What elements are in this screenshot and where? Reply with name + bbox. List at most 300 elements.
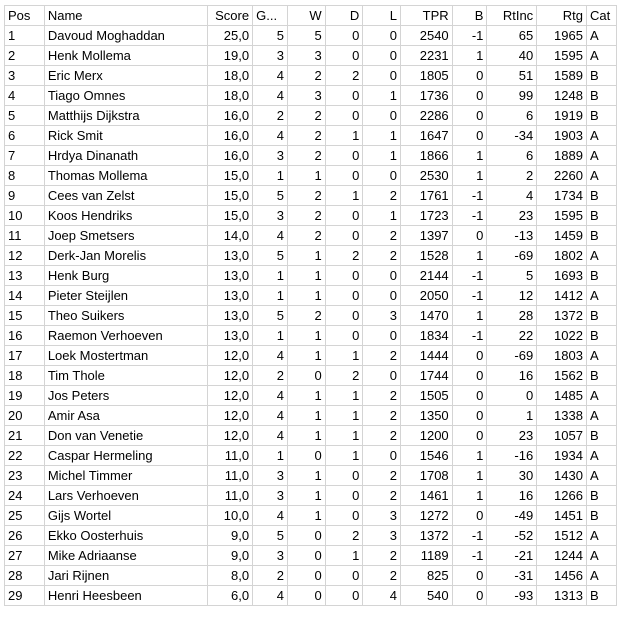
cell-cat: A xyxy=(586,46,616,66)
cell-name: Davoud Moghaddan xyxy=(44,26,207,46)
cell-pos: 23 xyxy=(5,466,45,486)
cell-tpr: 1744 xyxy=(400,366,452,386)
cell-cat: A xyxy=(586,26,616,46)
column-header-score[interactable]: Score xyxy=(208,6,253,26)
cell-rtinc: 23 xyxy=(487,206,537,226)
cell-pos: 10 xyxy=(5,206,45,226)
cell-score: 10,0 xyxy=(208,506,253,526)
column-header-wins[interactable]: W xyxy=(287,6,325,26)
cell-wins: 1 xyxy=(287,346,325,366)
cell-draws: 2 xyxy=(325,246,363,266)
cell-name: Henk Mollema xyxy=(44,46,207,66)
cell-wins: 2 xyxy=(287,306,325,326)
cell-rtg: 1919 xyxy=(537,106,587,126)
cell-rtg: 1595 xyxy=(537,46,587,66)
cell-b: 0 xyxy=(452,386,487,406)
cell-games: 3 xyxy=(253,146,288,166)
cell-tpr: 1708 xyxy=(400,466,452,486)
column-header-b[interactable]: B xyxy=(452,6,487,26)
cell-draws: 1 xyxy=(325,186,363,206)
cell-cat: A xyxy=(586,246,616,266)
cell-cat: A xyxy=(586,286,616,306)
cell-games: 4 xyxy=(253,86,288,106)
cell-score: 12,0 xyxy=(208,366,253,386)
table-row[interactable] xyxy=(5,246,617,266)
cell-rtinc: 28 xyxy=(487,306,537,326)
cell-pos: 7 xyxy=(5,146,45,166)
table-row[interactable] xyxy=(5,66,617,86)
cell-losses: 1 xyxy=(363,146,401,166)
table-row[interactable] xyxy=(5,506,617,526)
cell-rtinc: 23 xyxy=(487,426,537,446)
cell-b: 0 xyxy=(452,226,487,246)
cell-losses: 0 xyxy=(363,166,401,186)
table-row[interactable] xyxy=(5,206,617,226)
cell-tpr: 1200 xyxy=(400,426,452,446)
cell-b: 1 xyxy=(452,446,487,466)
cell-games: 2 xyxy=(253,106,288,126)
cell-losses: 2 xyxy=(363,426,401,446)
cell-rtinc: -49 xyxy=(487,506,537,526)
cell-games: 3 xyxy=(253,466,288,486)
cell-rtg: 1459 xyxy=(537,226,587,246)
cell-cat: B xyxy=(586,186,616,206)
cell-draws: 1 xyxy=(325,546,363,566)
cell-wins: 3 xyxy=(287,86,325,106)
cell-wins: 2 xyxy=(287,106,325,126)
cell-tpr: 2231 xyxy=(400,46,452,66)
cell-b: 1 xyxy=(452,166,487,186)
cell-rtg: 1889 xyxy=(537,146,587,166)
cell-wins: 1 xyxy=(287,266,325,286)
cell-rtg: 1266 xyxy=(537,486,587,506)
cell-name: Thomas Mollema xyxy=(44,166,207,186)
cell-name: Cees van Zelst xyxy=(44,186,207,206)
cell-games: 2 xyxy=(253,366,288,386)
table-row[interactable] xyxy=(5,486,617,506)
cell-games: 2 xyxy=(253,566,288,586)
table-row[interactable] xyxy=(5,146,617,166)
cell-wins: 0 xyxy=(287,366,325,386)
cell-draws: 0 xyxy=(325,466,363,486)
table-row[interactable] xyxy=(5,226,617,246)
cell-rtg: 1485 xyxy=(537,386,587,406)
cell-losses: 0 xyxy=(363,326,401,346)
cell-rtg: 1244 xyxy=(537,546,587,566)
cell-name: Rick Smit xyxy=(44,126,207,146)
table-row[interactable] xyxy=(5,526,617,546)
column-header-name[interactable]: Name xyxy=(44,6,207,26)
cell-cat: A xyxy=(586,166,616,186)
table-row[interactable] xyxy=(5,326,617,346)
cell-losses: 2 xyxy=(363,546,401,566)
cell-games: 3 xyxy=(253,546,288,566)
cell-draws: 2 xyxy=(325,66,363,86)
table-row[interactable] xyxy=(5,286,617,306)
cell-score: 11,0 xyxy=(208,446,253,466)
cell-pos: 4 xyxy=(5,86,45,106)
cell-losses: 0 xyxy=(363,106,401,126)
cell-b: 0 xyxy=(452,406,487,426)
column-header-cat[interactable]: Cat xyxy=(586,6,616,26)
cell-draws: 0 xyxy=(325,306,363,326)
cell-wins: 1 xyxy=(287,166,325,186)
cell-wins: 2 xyxy=(287,186,325,206)
cell-rtinc: 51 xyxy=(487,66,537,86)
cell-cat: B xyxy=(586,506,616,526)
cell-cat: A xyxy=(586,346,616,366)
cell-wins: 1 xyxy=(287,326,325,346)
table-row[interactable] xyxy=(5,306,617,326)
cell-losses: 0 xyxy=(363,66,401,86)
cell-rtinc: -93 xyxy=(487,586,537,606)
cell-draws: 0 xyxy=(325,586,363,606)
cell-games: 1 xyxy=(253,286,288,306)
cell-losses: 2 xyxy=(363,346,401,366)
cell-rtg: 1589 xyxy=(537,66,587,86)
cell-pos: 5 xyxy=(5,106,45,126)
cell-pos: 14 xyxy=(5,286,45,306)
cell-tpr: 2286 xyxy=(400,106,452,126)
cell-score: 9,0 xyxy=(208,526,253,546)
cell-pos: 22 xyxy=(5,446,45,466)
cell-b: 1 xyxy=(452,146,487,166)
cell-rtg: 1248 xyxy=(537,86,587,106)
cell-score: 12,0 xyxy=(208,346,253,366)
cell-rtinc: -16 xyxy=(487,446,537,466)
cell-rtg: 1693 xyxy=(537,266,587,286)
cell-draws: 1 xyxy=(325,386,363,406)
cell-score: 12,0 xyxy=(208,406,253,426)
cell-tpr: 1805 xyxy=(400,66,452,86)
cell-name: Henk Burg xyxy=(44,266,207,286)
cell-name: Jos Peters xyxy=(44,386,207,406)
cell-pos: 19 xyxy=(5,386,45,406)
cell-score: 9,0 xyxy=(208,546,253,566)
cell-games: 1 xyxy=(253,166,288,186)
column-header-pos[interactable]: Pos xyxy=(5,6,45,26)
cell-games: 4 xyxy=(253,586,288,606)
cell-rtg: 1903 xyxy=(537,126,587,146)
cell-b: 0 xyxy=(452,66,487,86)
cell-draws: 0 xyxy=(325,86,363,106)
table-row[interactable] xyxy=(5,266,617,286)
cell-rtinc: 4 xyxy=(487,186,537,206)
cell-cat: B xyxy=(586,486,616,506)
cell-draws: 0 xyxy=(325,486,363,506)
cell-losses: 1 xyxy=(363,126,401,146)
cell-score: 14,0 xyxy=(208,226,253,246)
cell-pos: 24 xyxy=(5,486,45,506)
standings-table xyxy=(4,5,617,606)
cell-tpr: 1350 xyxy=(400,406,452,426)
table-row[interactable] xyxy=(5,566,617,586)
cell-pos: 15 xyxy=(5,306,45,326)
cell-b: 0 xyxy=(452,366,487,386)
cell-rtg: 1562 xyxy=(537,366,587,386)
cell-draws: 1 xyxy=(325,126,363,146)
cell-rtg: 1313 xyxy=(537,586,587,606)
cell-draws: 1 xyxy=(325,446,363,466)
cell-games: 4 xyxy=(253,126,288,146)
cell-rtinc: 6 xyxy=(487,146,537,166)
cell-wins: 3 xyxy=(287,46,325,66)
table-row[interactable] xyxy=(5,46,617,66)
cell-games: 4 xyxy=(253,386,288,406)
cell-b: -1 xyxy=(452,26,487,46)
cell-draws: 0 xyxy=(325,226,363,246)
table-row[interactable] xyxy=(5,546,617,566)
table-row[interactable] xyxy=(5,426,617,446)
cell-name: Matthijs Dijkstra xyxy=(44,106,207,126)
column-header-rtg[interactable]: Rtg xyxy=(537,6,587,26)
cell-name: Caspar Hermeling xyxy=(44,446,207,466)
cell-rtinc: 22 xyxy=(487,326,537,346)
cell-pos: 18 xyxy=(5,366,45,386)
cell-losses: 0 xyxy=(363,286,401,306)
cell-losses: 3 xyxy=(363,306,401,326)
cell-b: 0 xyxy=(452,426,487,446)
cell-cat: A xyxy=(586,126,616,146)
cell-losses: 2 xyxy=(363,466,401,486)
cell-name: Jari Rijnen xyxy=(44,566,207,586)
cell-rtinc: -21 xyxy=(487,546,537,566)
cell-b: 1 xyxy=(452,246,487,266)
cell-cat: A xyxy=(586,466,616,486)
cell-name: Tiago Omnes xyxy=(44,86,207,106)
table-row[interactable] xyxy=(5,166,617,186)
cell-score: 18,0 xyxy=(208,86,253,106)
cell-cat: B xyxy=(586,226,616,246)
cell-rtg: 1430 xyxy=(537,466,587,486)
cell-pos: 1 xyxy=(5,26,45,46)
cell-wins: 2 xyxy=(287,226,325,246)
cell-score: 25,0 xyxy=(208,26,253,46)
cell-name: Lars Verhoeven xyxy=(44,486,207,506)
table-row[interactable] xyxy=(5,406,617,426)
cell-rtg: 1512 xyxy=(537,526,587,546)
cell-score: 15,0 xyxy=(208,206,253,226)
cell-b: 0 xyxy=(452,86,487,106)
cell-score: 12,0 xyxy=(208,386,253,406)
cell-rtinc: 40 xyxy=(487,46,537,66)
cell-rtinc: 12 xyxy=(487,286,537,306)
cell-score: 16,0 xyxy=(208,126,253,146)
cell-losses: 0 xyxy=(363,446,401,466)
cell-wins: 1 xyxy=(287,506,325,526)
cell-losses: 1 xyxy=(363,206,401,226)
cell-rtinc: -52 xyxy=(487,526,537,546)
cell-score: 11,0 xyxy=(208,466,253,486)
table-row[interactable] xyxy=(5,26,617,46)
cell-wins: 2 xyxy=(287,66,325,86)
table-row[interactable] xyxy=(5,466,617,486)
cell-games: 4 xyxy=(253,506,288,526)
cell-score: 19,0 xyxy=(208,46,253,66)
cell-pos: 11 xyxy=(5,226,45,246)
cell-cat: B xyxy=(586,306,616,326)
cell-b: 0 xyxy=(452,566,487,586)
cell-games: 4 xyxy=(253,226,288,246)
cell-draws: 2 xyxy=(325,366,363,386)
cell-cat: A xyxy=(586,386,616,406)
cell-score: 12,0 xyxy=(208,426,253,446)
cell-tpr: 2540 xyxy=(400,26,452,46)
cell-tpr: 1546 xyxy=(400,446,452,466)
cell-b: -1 xyxy=(452,526,487,546)
cell-losses: 2 xyxy=(363,566,401,586)
cell-tpr: 1528 xyxy=(400,246,452,266)
cell-name: Amir Asa xyxy=(44,406,207,426)
cell-wins: 1 xyxy=(287,406,325,426)
cell-games: 1 xyxy=(253,266,288,286)
cell-b: -1 xyxy=(452,266,487,286)
cell-cat: A xyxy=(586,406,616,426)
table-row[interactable] xyxy=(5,106,617,126)
cell-draws: 0 xyxy=(325,286,363,306)
cell-tpr: 1505 xyxy=(400,386,452,406)
cell-losses: 0 xyxy=(363,366,401,386)
table-row[interactable] xyxy=(5,186,617,206)
table-row[interactable] xyxy=(5,366,617,386)
cell-rtinc: 16 xyxy=(487,486,537,506)
cell-rtinc: -31 xyxy=(487,566,537,586)
cell-b: 0 xyxy=(452,106,487,126)
cell-cat: B xyxy=(586,106,616,126)
cell-losses: 1 xyxy=(363,86,401,106)
cell-rtinc: -69 xyxy=(487,346,537,366)
cell-name: Derk-Jan Morelis xyxy=(44,246,207,266)
cell-rtinc: 30 xyxy=(487,466,537,486)
cell-draws: 0 xyxy=(325,146,363,166)
cell-rtinc: -69 xyxy=(487,246,537,266)
table-row[interactable] xyxy=(5,346,617,366)
cell-tpr: 1470 xyxy=(400,306,452,326)
cell-rtg: 1451 xyxy=(537,506,587,526)
table-row[interactable] xyxy=(5,386,617,406)
cell-cat: B xyxy=(586,326,616,346)
cell-wins: 1 xyxy=(287,386,325,406)
cell-games: 5 xyxy=(253,246,288,266)
cell-rtg: 1372 xyxy=(537,306,587,326)
cell-wins: 2 xyxy=(287,126,325,146)
cell-games: 1 xyxy=(253,326,288,346)
cell-tpr: 1834 xyxy=(400,326,452,346)
cell-cat: A xyxy=(586,446,616,466)
cell-score: 13,0 xyxy=(208,286,253,306)
cell-wins: 5 xyxy=(287,26,325,46)
cell-pos: 26 xyxy=(5,526,45,546)
cell-name: Ekko Oosterhuis xyxy=(44,526,207,546)
column-header-losses[interactable]: L xyxy=(363,6,401,26)
cell-losses: 2 xyxy=(363,246,401,266)
cell-b: 0 xyxy=(452,506,487,526)
cell-rtg: 1456 xyxy=(537,566,587,586)
cell-rtg: 1803 xyxy=(537,346,587,366)
cell-tpr: 1397 xyxy=(400,226,452,246)
cell-b: 0 xyxy=(452,586,487,606)
cell-pos: 29 xyxy=(5,586,45,606)
cell-name: Theo Suikers xyxy=(44,306,207,326)
cell-games: 1 xyxy=(253,446,288,466)
column-header-games[interactable]: G... xyxy=(253,6,288,26)
cell-rtinc: 2 xyxy=(487,166,537,186)
cell-tpr: 540 xyxy=(400,586,452,606)
cell-wins: 2 xyxy=(287,146,325,166)
column-header-tpr[interactable]: TPR xyxy=(400,6,452,26)
cell-tpr: 1647 xyxy=(400,126,452,146)
table-row[interactable] xyxy=(5,126,617,146)
cell-b: -1 xyxy=(452,186,487,206)
cell-rtg: 1734 xyxy=(537,186,587,206)
cell-draws: 0 xyxy=(325,326,363,346)
table-row[interactable] xyxy=(5,446,617,466)
cell-name: Don van Venetie xyxy=(44,426,207,446)
cell-pos: 25 xyxy=(5,506,45,526)
table-row[interactable] xyxy=(5,586,617,606)
cell-tpr: 2144 xyxy=(400,266,452,286)
cell-losses: 0 xyxy=(363,266,401,286)
cell-games: 3 xyxy=(253,486,288,506)
cell-pos: 28 xyxy=(5,566,45,586)
cell-wins: 0 xyxy=(287,566,325,586)
cell-wins: 0 xyxy=(287,446,325,466)
cell-score: 15,0 xyxy=(208,186,253,206)
cell-draws: 0 xyxy=(325,206,363,226)
cell-name: Joep Smetsers xyxy=(44,226,207,246)
cell-draws: 1 xyxy=(325,406,363,426)
cell-games: 4 xyxy=(253,346,288,366)
cell-pos: 21 xyxy=(5,426,45,446)
cell-pos: 2 xyxy=(5,46,45,66)
cell-games: 4 xyxy=(253,66,288,86)
cell-cat: B xyxy=(586,86,616,106)
cell-name: Eric Merx xyxy=(44,66,207,86)
column-header-draws[interactable]: D xyxy=(325,6,363,26)
cell-losses: 0 xyxy=(363,46,401,66)
cell-tpr: 1444 xyxy=(400,346,452,366)
cell-rtg: 1412 xyxy=(537,286,587,306)
cell-tpr: 2530 xyxy=(400,166,452,186)
column-header-rtinc[interactable]: RtInc xyxy=(487,6,537,26)
cell-games: 5 xyxy=(253,526,288,546)
table-body xyxy=(5,26,617,606)
cell-score: 13,0 xyxy=(208,266,253,286)
cell-b: 1 xyxy=(452,306,487,326)
cell-draws: 0 xyxy=(325,166,363,186)
cell-wins: 1 xyxy=(287,426,325,446)
cell-cat: A xyxy=(586,526,616,546)
cell-name: Tim Thole xyxy=(44,366,207,386)
cell-b: 1 xyxy=(452,466,487,486)
cell-draws: 2 xyxy=(325,526,363,546)
cell-cat: B xyxy=(586,366,616,386)
cell-wins: 0 xyxy=(287,546,325,566)
cell-b: 1 xyxy=(452,46,487,66)
cell-games: 4 xyxy=(253,406,288,426)
table-row[interactable] xyxy=(5,86,617,106)
cell-losses: 2 xyxy=(363,486,401,506)
cell-score: 18,0 xyxy=(208,66,253,86)
cell-score: 16,0 xyxy=(208,146,253,166)
cell-score: 16,0 xyxy=(208,106,253,126)
cell-losses: 4 xyxy=(363,586,401,606)
cell-cat: A xyxy=(586,146,616,166)
cell-losses: 2 xyxy=(363,406,401,426)
cell-games: 3 xyxy=(253,46,288,66)
cell-tpr: 1189 xyxy=(400,546,452,566)
cell-losses: 3 xyxy=(363,506,401,526)
